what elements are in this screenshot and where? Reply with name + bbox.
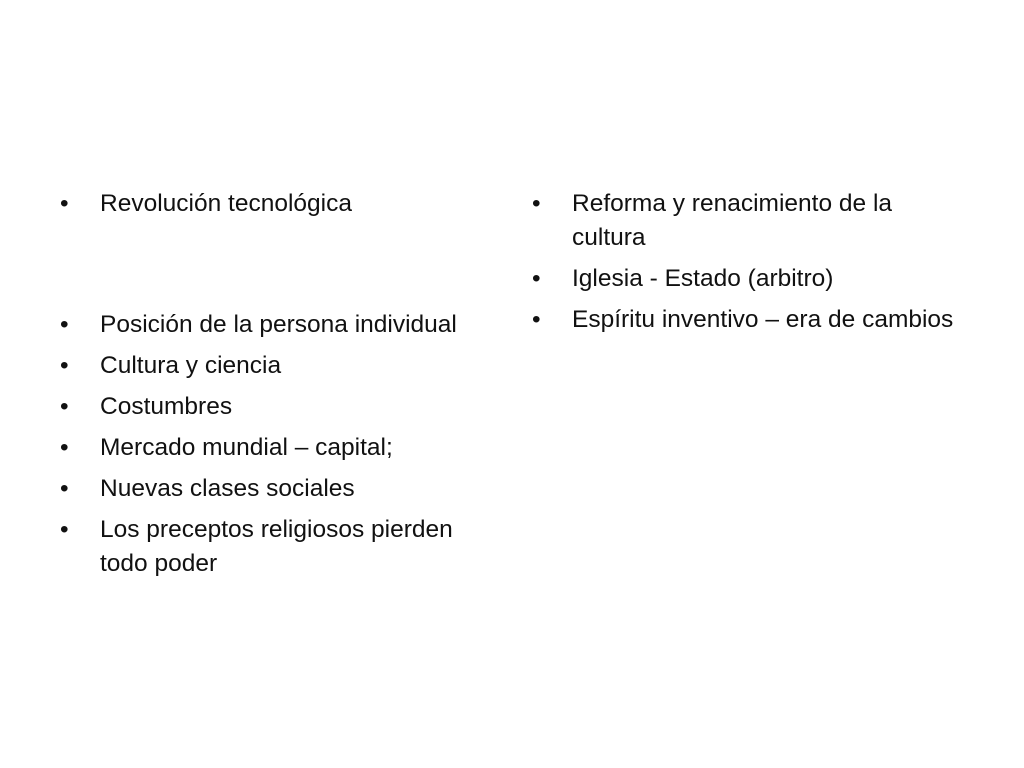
list-item <box>58 308 478 342</box>
list-item-text: Espíritu inventivo – era de cambios <box>572 306 954 333</box>
list-item-text: Iglesia - Estado (arbitro) <box>572 265 834 292</box>
bullet-icon: • <box>60 434 69 461</box>
list-item-text: Mercado mundial – capital; <box>100 434 393 461</box>
list-item <box>58 472 478 506</box>
list-item-text: Los preceptos religiosos pierden todo poder <box>100 516 453 577</box>
bullet-icon: • <box>60 516 69 543</box>
list-item <box>58 187 478 221</box>
list-item <box>58 349 478 383</box>
bullet-icon: • <box>60 352 69 379</box>
right-column <box>530 187 970 344</box>
bullet-icon: • <box>532 306 541 333</box>
left-column <box>58 187 478 588</box>
right-bullet-list <box>530 187 970 337</box>
list-item-text: Cultura y ciencia <box>100 352 282 379</box>
bullet-icon: • <box>532 190 541 217</box>
list-item <box>530 187 970 255</box>
list-item <box>58 390 478 424</box>
bullet-icon: • <box>60 190 69 217</box>
bullet-icon: • <box>60 393 69 420</box>
list-item-text: Nuevas clases sociales <box>100 475 355 502</box>
bullet-icon: • <box>60 311 69 338</box>
list-item-text: Reforma y renacimiento de la cultura <box>572 190 893 251</box>
list-item <box>58 513 478 581</box>
list-item-text: Posición de la persona individual <box>100 311 457 338</box>
bullet-icon: • <box>532 265 541 292</box>
bullet-icon: • <box>60 475 69 502</box>
list-item <box>58 431 478 465</box>
list-item-text: Revolución tecnológica <box>100 190 352 217</box>
left-bullet-list <box>58 187 478 581</box>
list-item <box>530 262 970 296</box>
list-item <box>530 303 970 337</box>
list-item-text: Costumbres <box>100 393 233 420</box>
